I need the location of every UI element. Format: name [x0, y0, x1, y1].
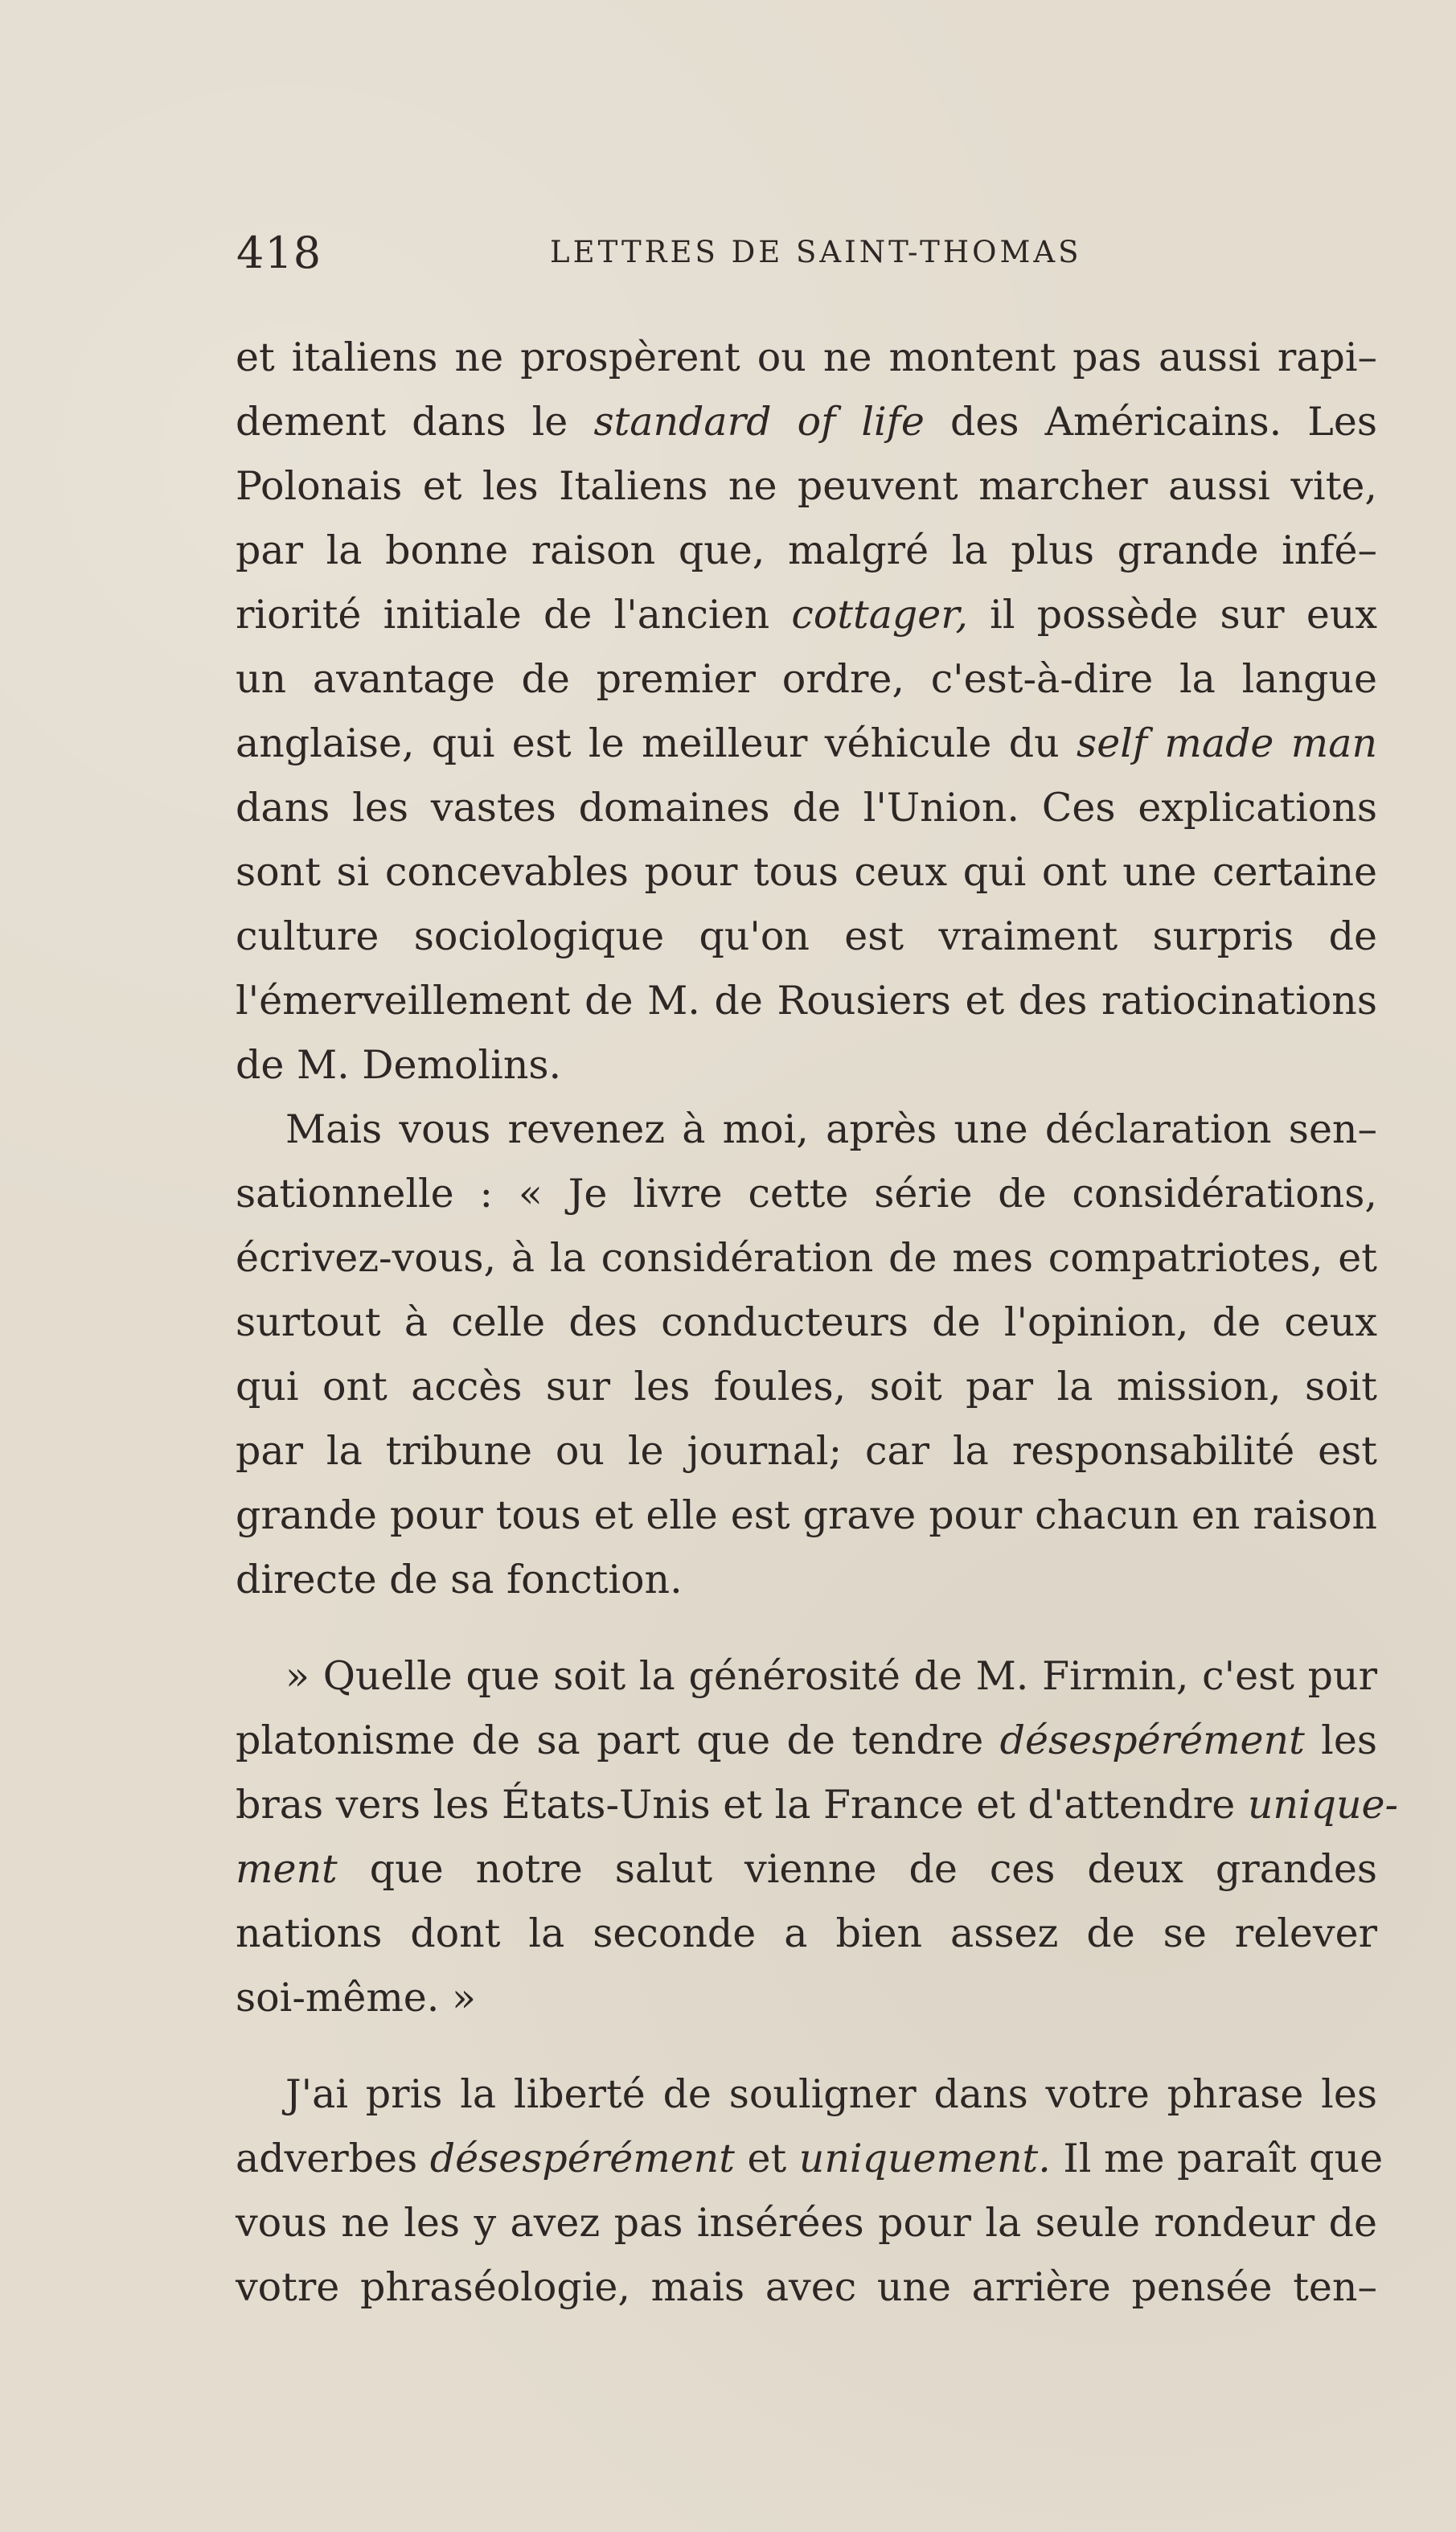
text-line: bras vers les États-Unis et la France et d'attendre unique-: [236, 1782, 1399, 1828]
text-line: votre phraséologie, mais avec une arrière pensée ten–: [236, 2264, 1377, 2310]
text-line: grande pour tous et elle est grave pour chacun en raison: [236, 1492, 1377, 1538]
text-line: J'ai pris la liberté de souligner dans votre phrase les: [285, 2071, 1377, 2117]
text-line: et italiens ne prospèrent ou ne montent pas aussi rapi–: [236, 334, 1377, 380]
text-line: par la tribune ou le journal; car la responsabilité est: [236, 1428, 1377, 1474]
text-line: adverbes désespérément et uniquement. Il me paraît que: [236, 2136, 1384, 2181]
text-line: qui ont accès sur les foules, soit par la mission, soit: [236, 1364, 1377, 1410]
text-line: écrivez-vous, à la considération de mes compatriotes, et: [236, 1235, 1377, 1281]
text-line: anglaise, qui est le meilleur véhicule du self made man: [236, 720, 1378, 766]
text-line: » Quelle que soit la générosité de M. Firmin, c'est pur: [285, 1653, 1377, 1699]
text-line: vous ne les y avez pas insérées pour la seule rondeur de: [236, 2200, 1377, 2246]
text-line: culture sociologique qu'on est vraiment surpris de: [236, 913, 1377, 959]
text-line: de M. Demolins.: [236, 1042, 562, 1088]
text-line: sont si concevables pour tous ceux qui ont une certaine: [236, 849, 1377, 895]
text-line: soi-même. »: [236, 1975, 476, 2021]
text-line: directe de sa fonction.: [236, 1557, 683, 1603]
text-line: riorité initiale de l'ancien cottager, il possède sur eux: [236, 592, 1378, 638]
text-line: par la bonne raison que, malgré la plus grande infé–: [236, 527, 1377, 573]
text-line: Mais vous revenez à moi, après une déclaration sen–: [285, 1106, 1377, 1152]
text-line: dans les vastes domaines de l'Union. Ces explications: [236, 785, 1377, 831]
text-line: surtout à celle des conducteurs de l'opinion, de ceux: [236, 1299, 1377, 1345]
running-title: LETTRES DE SAINT-THOMAS: [550, 235, 1082, 269]
text-line: l'émerveillement de M. de Rousiers et des ratiocinations: [236, 978, 1377, 1024]
text-line: Polonais et les Italiens ne peuvent marcher aussi vite,: [236, 463, 1377, 509]
text-line: platonisme de sa part que de tendre désespérément les: [236, 1717, 1377, 1763]
text-line: nations dont la seconde a bien assez de se relever: [236, 1910, 1377, 1956]
text-line: un avantage de premier ordre, c'est-à-dire la langue: [236, 656, 1377, 702]
text-line: ment que notre salut vienne de ces deux grandes: [236, 1846, 1377, 1892]
page-number: 418: [236, 228, 322, 278]
text-line: dement dans le standard of life des Américains. Les: [236, 399, 1377, 445]
text-line: sationnelle : « Je livre cette série de considérations,: [236, 1171, 1377, 1217]
